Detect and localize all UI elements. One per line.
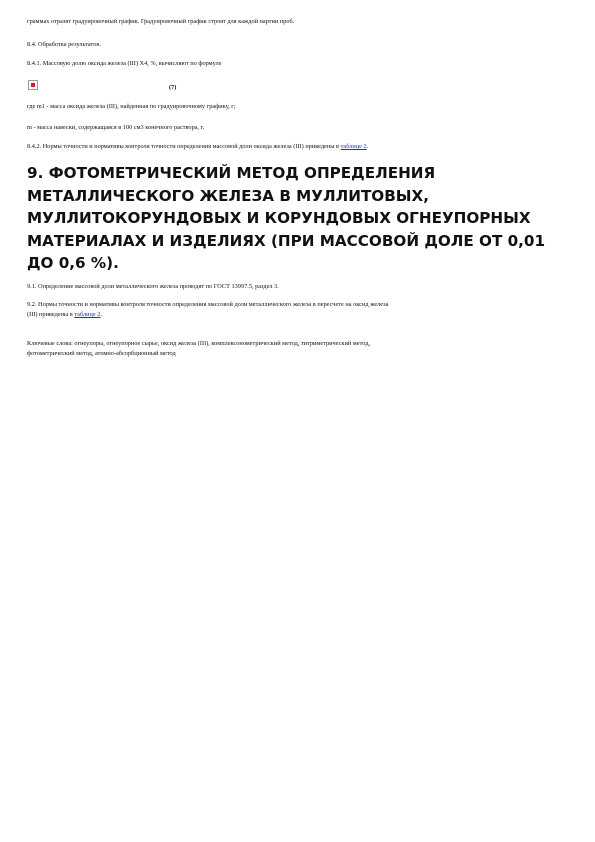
keywords-line-1: Ключевые слова: огнеупоры, огнеупорное сырье, оксид железа (III), комплексонометрический метод, титриметрический метод, [27,340,370,347]
paragraph-9-2-line-1: 9.2. Нормы точности и нормативы контроля точности определения массовой доли металлического железа в пересчете на оксид железа [27,301,389,308]
paragraph-9-1: 9.1. Определение массовой доли металлического железа проводят по ГОСТ 13997.5, раздел 3. [27,283,279,290]
section-8-4-title: 8.4. Обработка результатов. [27,41,101,48]
paragraph-calibration-end: граммах отразят градуировочный график. Градуировочный график строят для каждой партии проб. [27,18,295,25]
section-9-heading [27,162,567,275]
paragraph-where-m1: где m1 - масса оксида железа (III), найденная по градуировочному графику, г; [27,103,236,110]
formula-image-placeholder-icon [28,80,38,90]
paragraph-9-2-end: . [100,311,102,318]
paragraph-8-4-2-text: 8.4.2. Нормы точности и нормативы контроля точности определения массовой доли оксида железа (III) приведены в [27,143,341,150]
paragraph-8-4-2-end: . [366,143,369,150]
paragraph-8-4-2 [27,142,567,151]
link-table-2[interactable]: таблице 2 [340,143,367,150]
keywords-line-2: фотометрический метод, атомно-абсорбционный метод [27,350,176,357]
heading-line-3: МУЛЛИТОКОРУНДОВЫХ И КОРУНДОВЫХ ОГНЕУПОРНЫХ [27,209,531,228]
paragraph-9-2-line-2 [27,310,567,319]
heading-line-4: МАТЕРИАЛАХ И ИЗДЕЛИЯХ (ПРИ МАССОВОЙ ДОЛЕ ОТ 0,01 [27,231,546,250]
paragraph-where-m: m - масса навески, содержащаяся в 100 см3 конечного раствора, г. [27,124,205,131]
link-table-2-section-9[interactable]: таблице 2 [74,311,101,318]
paragraph-9-2-text: (III) приведены в [27,311,75,318]
heading-line-2: МЕТАЛЛИЧЕСКОГО ЖЕЛЕЗА В МУЛЛИТОВЫХ, [27,186,430,205]
heading-line-5: ДО 0,6 %). [27,254,119,273]
formula-number: (7) [169,84,177,91]
heading-line-1: 9. ФОТОМЕТРИЧЕСКИЙ МЕТОД ОПРЕДЕЛЕНИЯ [27,164,436,182]
paragraph-8-4-1: 8.4.1. Массовую долю оксида железа (III) Х4, %, вычисляют по формуле [27,60,222,67]
